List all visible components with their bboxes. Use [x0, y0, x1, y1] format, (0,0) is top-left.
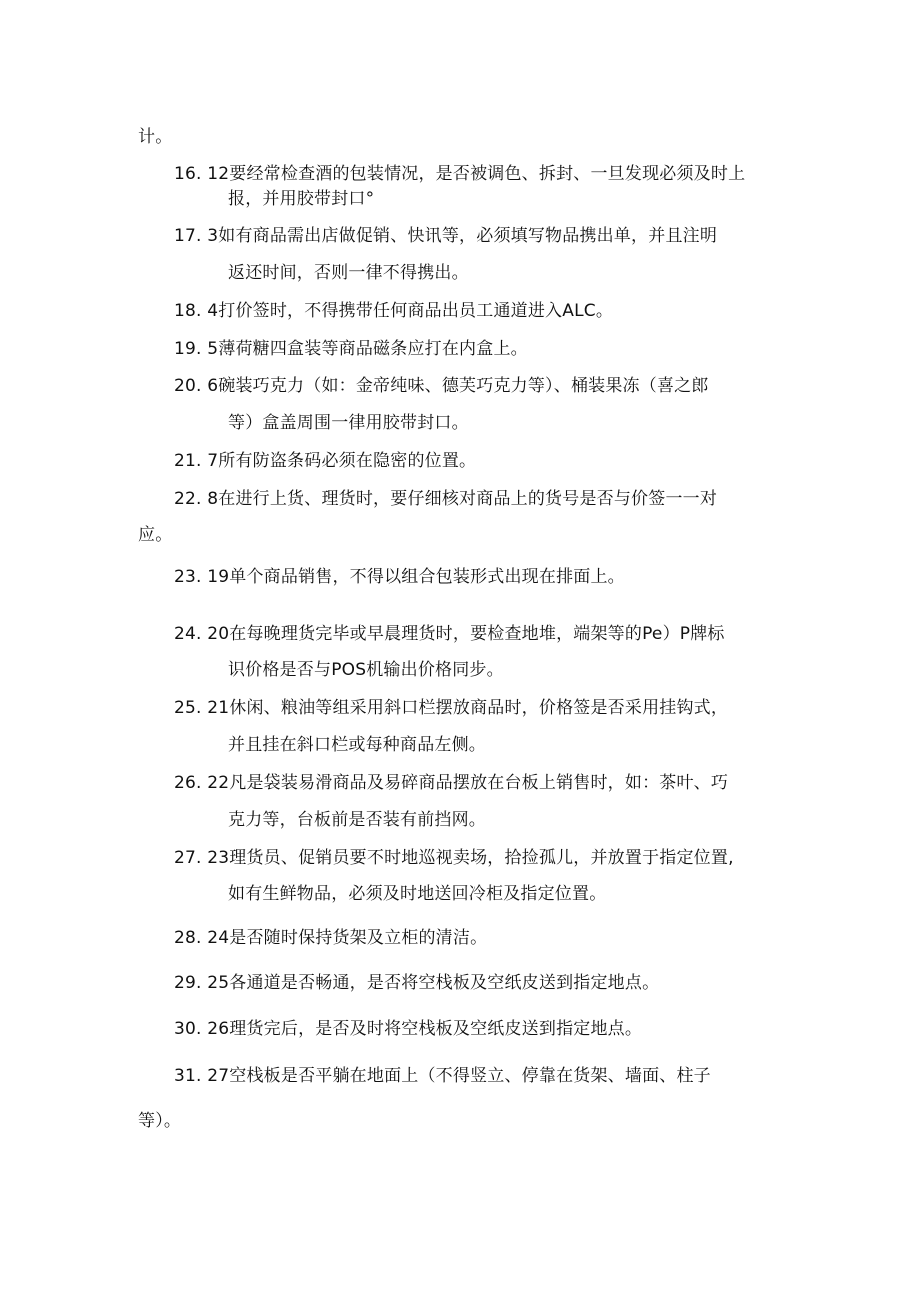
item-22-line-1: 22. 8在进行上货、理货时，要仔细核对商品上的货号是否与价签一一对	[174, 489, 718, 509]
item-16-line-2: 报，并用胶带封口°	[228, 189, 375, 209]
item-24-line-2: 识价格是否与POS机输出价格同步。	[228, 660, 504, 680]
item-26-line-2: 克力等，台板前是否装有前挡网。	[228, 810, 486, 830]
item-27-line-1: 27. 23理货员、促销员要不时地巡视卖场，拾捡孤儿，并放置于指定位置,	[174, 848, 734, 868]
item-16-line-1: 16. 12要经常检查酒的包装情况，是否被调色、拆封、一旦发现必须及时上	[174, 164, 746, 184]
item-20-line-2: 等）盒盖周围一律用胶带封口。	[228, 413, 469, 433]
item-21-line-1: 21. 7所有防盗条码必须在隐密的位置。	[174, 451, 477, 471]
item-27-line-2: 如有生鲜物品，必须及时地送回冷柜及指定位置。	[228, 884, 607, 904]
item-28-line-1: 28. 24是否随时保持货架及立柜的清洁。	[174, 928, 488, 948]
item-31-line-2: 等）。	[138, 1111, 182, 1131]
item-26-line-1: 26. 22凡是袋装易滑商品及易碎商品摆放在台板上销售时，如：茶叶、巧	[174, 773, 729, 793]
item-22-line-2: 应。	[138, 525, 173, 545]
item-24-line-1: 24. 20在每晚理货完毕或早晨理货时，要检查地堆，端架等的Pe）P牌标	[174, 624, 725, 644]
item-18-line-1: 18. 4打价签时，不得携带任何商品出员工通道进入ALC。	[174, 301, 614, 321]
item-20-line-1: 20. 6碗装巧克力（如：金帝纯味、德芙巧克力等）、桶装果冻（喜之郎	[174, 376, 709, 396]
item-25-line-1: 25. 21休闲、粮油等组采用斜口栏摆放商品时，价格签是否采用挂钩式，	[174, 698, 729, 718]
text-line: 计。	[138, 127, 173, 147]
item-17-line-1: 17. 3如有商品需出店做促销、快讯等，必须填写物品携出单，并且注明	[174, 226, 718, 246]
item-23-line-1: 23. 19单个商品销售，不得以组合包装形式出现在排面上。	[174, 567, 625, 587]
item-25-line-2: 并且挂在斜口栏或每种商品左侧。	[228, 735, 486, 755]
item-17-line-2: 返还时间，否则一律不得携出。	[228, 263, 469, 283]
item-31-line-1: 31. 27空栈板是否平躺在地面上（不得竖立、停靠在货架、墙面、柱子	[174, 1066, 711, 1086]
item-29-line-1: 29. 25各通道是否畅通，是否将空栈板及空纸皮送到指定地点。	[174, 973, 660, 993]
item-19-line-1: 19. 5薄荷糖四盒装等商品磁条应打在内盒上。	[174, 339, 528, 359]
item-30-line-1: 30. 26理货完后，是否及时将空栈板及空纸皮送到指定地点。	[174, 1019, 643, 1039]
